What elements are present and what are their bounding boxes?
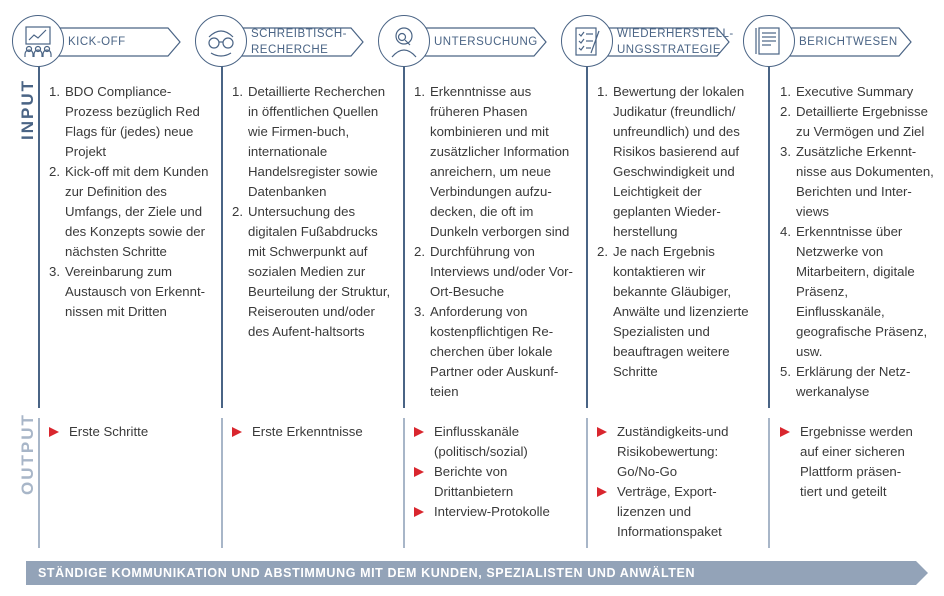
list-item: 2. Kick-off mit dem Kunden zur Definition des Umfangs, der Ziele und des Konzepts sowie der nächsten Schritte — [49, 164, 209, 259]
footer-text: STÄNDIGE KOMMUNIKATION UND ABSTIMMUNG MIT DEM KUNDEN, SPEZIALISTEN UND ANWÄLTEN — [38, 566, 696, 580]
list-item: 1. Executive Summary — [780, 84, 914, 99]
list-item: Erste Erkenntnisse — [232, 422, 396, 442]
list-item: 3. Zusätzliche Erkennt-nisse aus Dokumenten, Berichten und Inter-views — [780, 144, 934, 219]
phase-header-desk-research — [195, 14, 365, 70]
list-item: 2. Untersuchung des digitalen Fußabdrucks mit Schwerpunkt auf sozialen Medien zur Beurteilung der Struktur, Reiserouten und/oder des Aufent-haltsorts — [232, 204, 391, 339]
list-item: 2. Durchführung von Interviews und/oder Vor-Ort-Besuche — [414, 244, 573, 299]
list-item: Berichte von Drittanbietern — [414, 462, 580, 502]
list-item: 1. Detaillierte Recherchen in öffentlichen Quellen wie Firmen-buch, internationale Handelsregister sowie Datenbanken — [232, 84, 386, 199]
output-column-investigation — [414, 422, 580, 522]
list-item: 1. Erkenntnisse aus früheren Phasen kombinieren und mit zusätzlicher Information anreichern, um neue Verbindungen aufzu-decken, die oft im Dunkeln verborgen sind — [414, 84, 570, 239]
list-item: 4. Erkenntnisse über Netzwerke von Mitarbeitern, digitale Präsenz, Einflusskanäle, geografische Präsenz, usw. — [780, 224, 928, 359]
output-column-recovery-strategy — [597, 422, 761, 542]
presentation-icon — [12, 15, 64, 67]
divider-output-2 — [403, 418, 405, 548]
arrow-bullet-icon — [414, 467, 424, 477]
list-item: Ergebnisse werden auf einer sicheren Plattform präsen-tiert und geteilt — [780, 422, 920, 502]
phase-title: WIEDERHERSTELL- UNGSSTRATEGIE — [617, 28, 734, 56]
output-column-reporting — [780, 422, 920, 502]
output-column-desk-research — [232, 422, 396, 442]
divider-input-1 — [221, 66, 223, 408]
magnifier-person-icon — [378, 15, 430, 67]
arrow-bullet-icon — [414, 507, 424, 517]
divider-output-4 — [768, 418, 770, 548]
list-item: 1. BDO Compliance-Prozess bezüglich Red Flags für (jedes) neue Projekt — [49, 84, 200, 159]
phase-title: KICK-OFF — [68, 36, 126, 48]
divider-input-3 — [586, 66, 588, 408]
arrow-bullet-icon — [414, 427, 424, 437]
report-icon — [743, 15, 795, 67]
arrow-bullet-icon — [597, 487, 607, 497]
list-item: 3. Anforderung von kostenpflichtigen Re-cherchen über lokale Partner oder Auskunf-teien — [414, 304, 559, 399]
phase-header-recovery-strategy — [561, 14, 734, 70]
binoculars-icon — [195, 15, 247, 67]
input-column-kickoff — [49, 82, 215, 322]
list-item: 5. Erklärung der Netz-werkanalyse — [780, 364, 911, 399]
divider-output-3 — [586, 418, 588, 548]
list-item: 3. Vereinbarung zum Austausch von Erkennt-nissen mit Dritten — [49, 264, 206, 319]
list-item: Verträge, Export-lizenzen und Informationspaket — [597, 482, 761, 542]
phase-header-kickoff — [12, 14, 182, 70]
phase-title: UNTERSUCHUNG — [434, 36, 538, 48]
list-item: Interview-Protokolle — [414, 502, 580, 522]
input-column-recovery-strategy — [597, 82, 761, 382]
arrow-bullet-icon — [232, 427, 242, 437]
output-side-label: OUTPUT — [18, 413, 37, 495]
divider-output-1 — [221, 418, 223, 548]
arrow-bullet-icon — [780, 427, 790, 437]
phase-header-reporting — [743, 14, 913, 70]
arrow-bullet-icon — [49, 427, 59, 437]
phase-title: SCHREIBTISCH- RECHERCHE — [251, 28, 347, 56]
input-column-investigation — [414, 82, 580, 402]
list-item: Erste Schritte — [49, 422, 215, 442]
arrow-bullet-icon — [597, 427, 607, 437]
divider-input-0 — [38, 66, 40, 408]
output-column-kickoff — [49, 422, 215, 442]
list-item: Zuständigkeits-und Risikobewertung: Go/No-Go — [597, 422, 761, 482]
divider-input-4 — [768, 66, 770, 408]
divider-input-2 — [403, 66, 405, 408]
input-column-desk-research — [232, 82, 396, 342]
phase-title: BERICHTWESEN — [799, 36, 898, 48]
list-item: 2. Je nach Ergebnis kontaktieren wir bekannte Gläubiger, Anwälte und lizenzierte Spezialisten und beauftragen weitere Schritte — [597, 244, 749, 379]
list-item: 2. Detaillierte Ergebnisse zu Vermögen und Ziel — [780, 104, 928, 139]
divider-output-0 — [38, 418, 40, 548]
list-item: 1. Bewertung der lokalen Judikatur (freundlich/ unfreundlich) und des Risikos basierend auf Geschwindigkeit und Leichtigkeit der geplanten Wieder-herstellung — [597, 84, 745, 239]
checklist-icon — [561, 15, 613, 67]
list-item: Einflusskanäle (politisch/sozial) — [414, 422, 580, 462]
input-side-label: INPUT — [18, 79, 37, 140]
input-column-reporting — [780, 82, 938, 402]
phase-header-investigation — [378, 14, 548, 70]
footer-banner — [26, 561, 928, 585]
